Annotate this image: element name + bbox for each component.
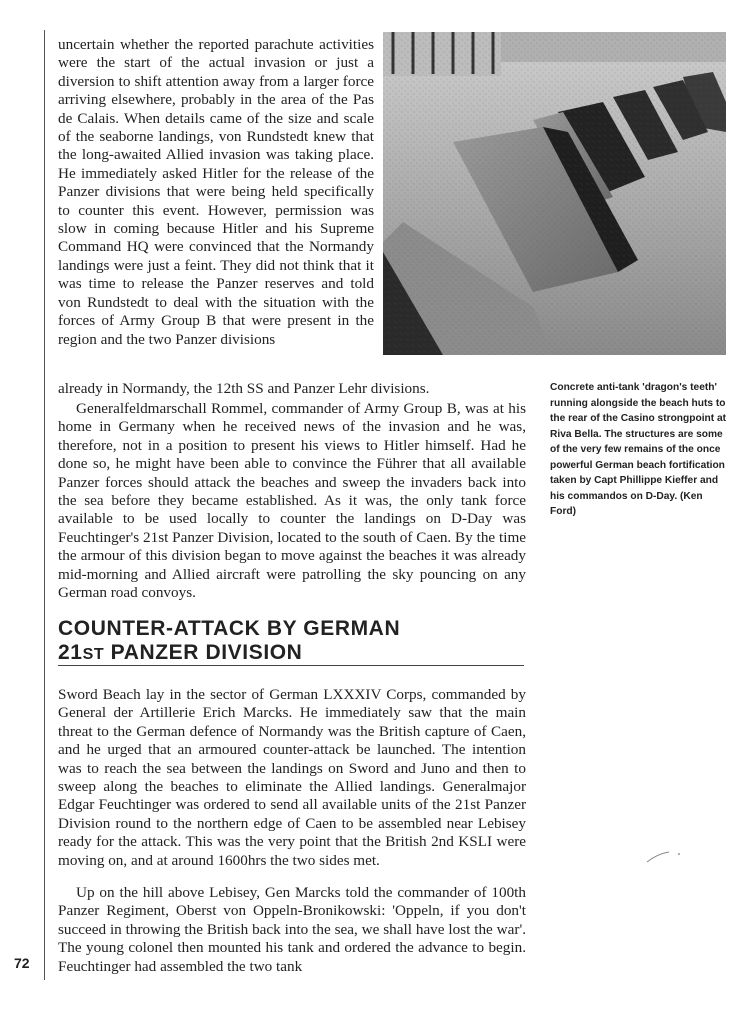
heading-line-1: COUNTER-ATTACK BY GERMAN [58,617,401,640]
heading-line-2-rest: PANZER DIVISION [104,641,303,664]
paragraph-continued-end: already in Normandy, the 12th SS and Panzer Lehr divisions. [58,380,430,397]
margin-rule [44,30,45,980]
section-heading [58,617,524,667]
paragraph-rommel: Generalfeldmarschall Rommel, commander of Army Group B, was at his home in Germany when he received news of the invasion and he was, therefore, not in a position to present his views to Hitler himself. Had he done so, he might have been able to convince the Führer that all available Panzer forces should attack the beaches and sweep the invaders back into the sea before they became established. As it was, the only tank force available to be used locally to counter the landings on D-Day was Feuchtinger's 21st Panzer Division, located to the south of Caen. By the time the armour of this division began to move against the beaches it was already mid-morning and Allied aircraft were patrolling the sky pouncing on any German road convoys. [58,400,526,602]
photo-dragons-teeth [383,32,726,355]
heading-ordinal-suffix: ST [82,646,105,663]
heading-underline [58,665,524,666]
paragraph-continued: uncertain whether the reported parachute activities were the start of the actual invasion or just a diversion to shift attention away from a larger force arriving elsewhere, probably in the area of the Pas de Calais. When details came of the size and scale of the seaborne landings, von Rundstedt knew that the long-awaited Allied invasion was taking place. He immediately asked Hitler for the release of the Panzer divisions that were being held specifically to counter this event. However, permission was slow in coming because Hitler and his Supreme Command HQ were convinced that the Normandy landings were just a feint. They did not think that it was time to release the Panzer reserves and told von Rundstedt to deal with the situation with the forces of Army Group B that were present in the region and the two Panzer divisions [58,36,374,348]
paragraph-marcks: Up on the hill above Lebisey, Gen Marcks told the commander of 100th Panzer Regiment, Oberst von Oppeln-Bronikowski: 'Oppeln, if you don't succeed in throwing the British back into the sea, we shall have lost the war'. The young colonel then mounted his tank and ordered the advance to begin. Feuchtinger had assembled the two tank [58,884,526,975]
photo-caption: Concrete anti-tank 'dragon's teeth' running alongside the beach huts to the rear of the Casino strongpoint at Riva Bella. The structures are some of the very few remains of the once powerful German beach fortification taken by Capt Phillippe Kieffer and his commandos on D-Day. (Ken Ford) [550,382,727,517]
page-number: 72 [14,955,30,971]
dragons-teeth-photo-illustration [383,32,726,355]
paragraph-sword-beach: Sword Beach lay in the sector of German LXXXIV Corps, commanded by General der Artillerie Erich Marcks. He immediately saw that the main threat to the German defence of Normandy was the British capture of Caen, and he urged that an armoured counter-attack be launched. The intention was to reach the sea between the landings on Sword and Juno and then to sweep along the beaches to eliminate the Allied landings. Generalmajor Edgar Feuchtinger was ordered to send all available units of the 21st Panzer Division round to the northern edge of Caen to be assembled near Lebisey ready for the attack. This was the very point that the British 2nd KSLI were moving on, and at around 1600hrs the two sides met. [58,686,526,869]
heading-number: 21 [58,641,83,664]
scan-speck [645,848,685,868]
